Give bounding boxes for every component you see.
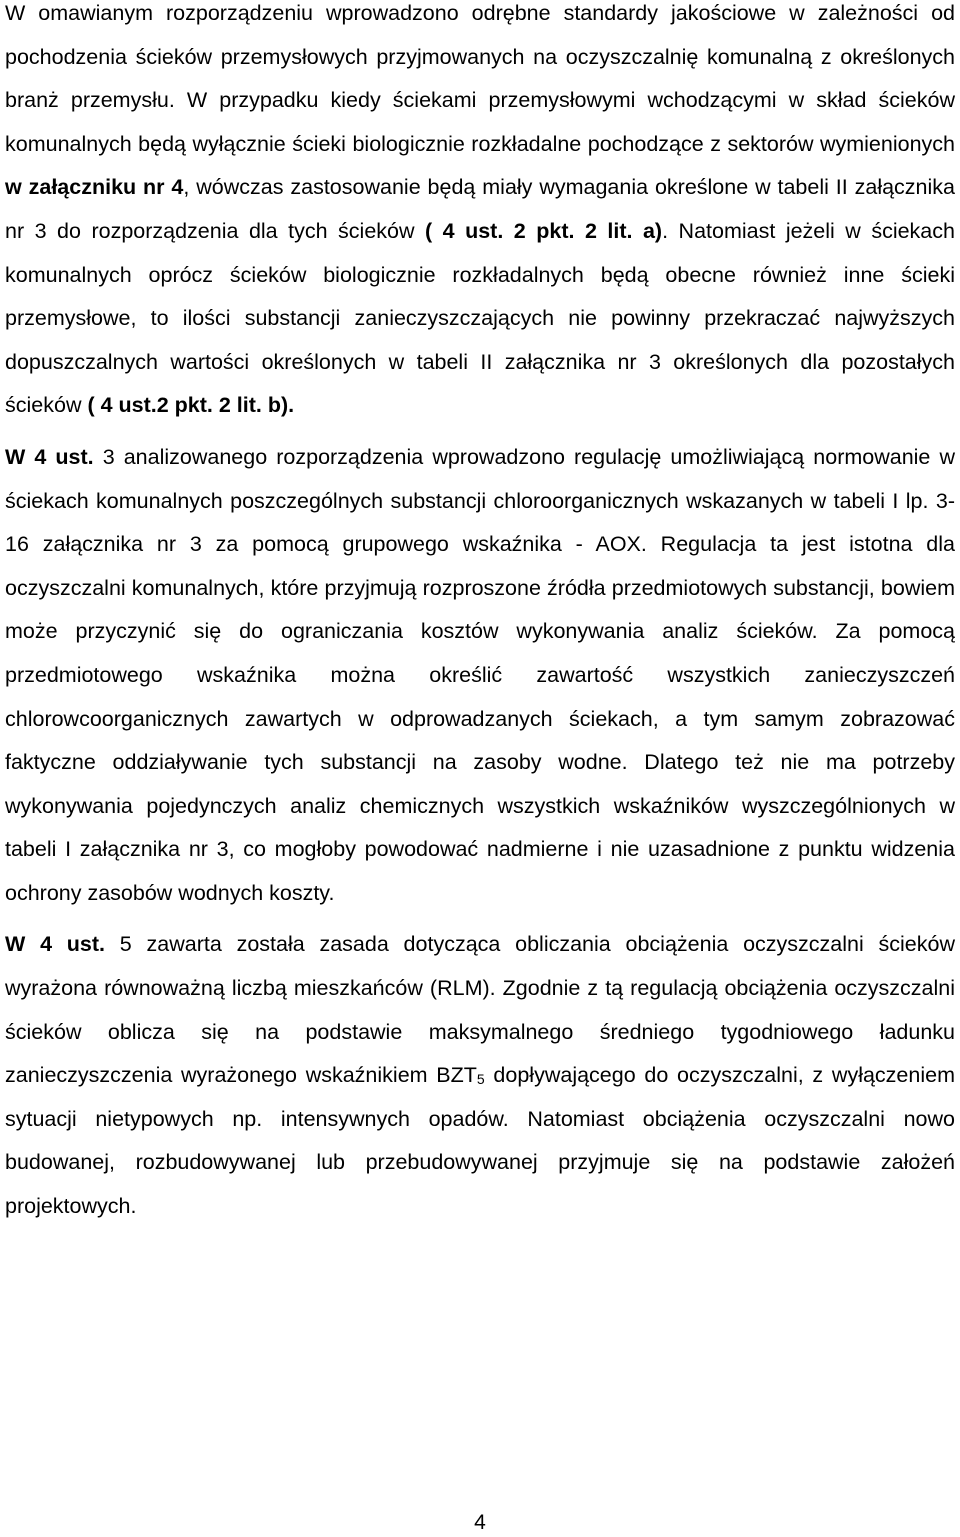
legal-reference: ( 4 ust.2 pkt. 2 lit. b) [87,393,289,418]
page-number: 4 [474,1511,486,1534]
legal-reference: W 4 ust. [5,932,106,957]
legal-reference: ( 4 ust. 2 pkt. 2 lit. a) [425,218,663,243]
paragraph: W 4 ust. 5 zawarta została zasada dotycząca obliczania obciążenia oczyszczalni ścieków wyrażona równoważną liczbą mieszkańców (RLM). Zgodnie z tą regulacją obciążenia oczyszczalni ścieków oblicza się na podstawie maksymalnego średniego tygodniowego ładunku zanieczyszczenia wyrażonego wskaźnikiem $BZT_5$ dopływającego do oczyszczalni, z wyłączeniem sytuacji nietypowych np. intensywnych opadów. Natomiast obciążenia oczyszczalni nowo budowanej, rozbudowywanej lub przebudowywanej przyjmuje się na podstawie założeń projektowych. [5,932,955,1219]
paragraph: W omawianym rozporządzeniu wprowadzono odrębne standardy jakościowe w zależności od pochodzenia ścieków przemysłowych przyjmowanych na oczyszczalnię komunalną z określonych branż przemysłu. W przypadku kiedy ściekami przemysłowymi wchodzącymi w skład ścieków komunalnych będą wyłącznie ścieki biologicznie rozkładalne pochodzące z sektorów wymienionych w załączniku nr 4, wówczas zastosowanie będą miały wymagania określone w tabeli II załącznika nr 3 do rozporządzenia dla tych ścieków ( 4 ust. 2 pkt. 2 lit. a). Natomiast jeżeli w ściekach komunalnych oprócz ścieków biologicznie rozkładalnych będą obecne również inne ścieki przemysłowe, to ilości substancji zanieczyszczających nie powinny przekraczać najwyższych dopuszczalnych wartości określonych w tabeli II załącznika nr 3 określonych dla pozostałych ścieków ( 4 ust.2 pkt. 2 lit. b). [5,1,955,418]
paragraph: W 4 ust. 3 analizowanego rozporządzenia wprowadzono regulację umożliwiającą normowanie w ściekach komunalnych poszczególnych substancji chloroorganicznych wskazanych w tabeli I lp. 3-16 załącznika nr 3 za pomocą grupowego wskaźnika - AOX. Regulacja ta jest istotna dla oczyszczalni komunalnych, które przyjmują rozproszone źródła przedmiotowych substancji, bowiem może przyczynić się do ograniczania kosztów wykonywania analiz ścieków. Za pomocą przedmiotowego wskaźnika można określić zawartość wszystkich zanieczyszczeń chlorowcoorganicznych zawartych w odprowadzanych ściekach, a tym samym zobrazować faktyczne oddziaływanie tych substancji na zasoby wodne. Dlatego też nie ma potrzeby wykonywania pojedynczych analiz chemicznych wszystkich wskaźników wyszczególnionych w tabeli I załącznika nr 3, co mogłoby powodować nadmierne i nie uzasadnione z punktu widzenia ochrony zasobów wodnych koszty. [5,444,955,905]
legal-reference: w załączniku nr 4 [5,175,184,200]
document-body [5,0,955,1229]
subscript: 5 [476,1071,485,1088]
legal-reference: W 4 ust. [5,444,94,469]
